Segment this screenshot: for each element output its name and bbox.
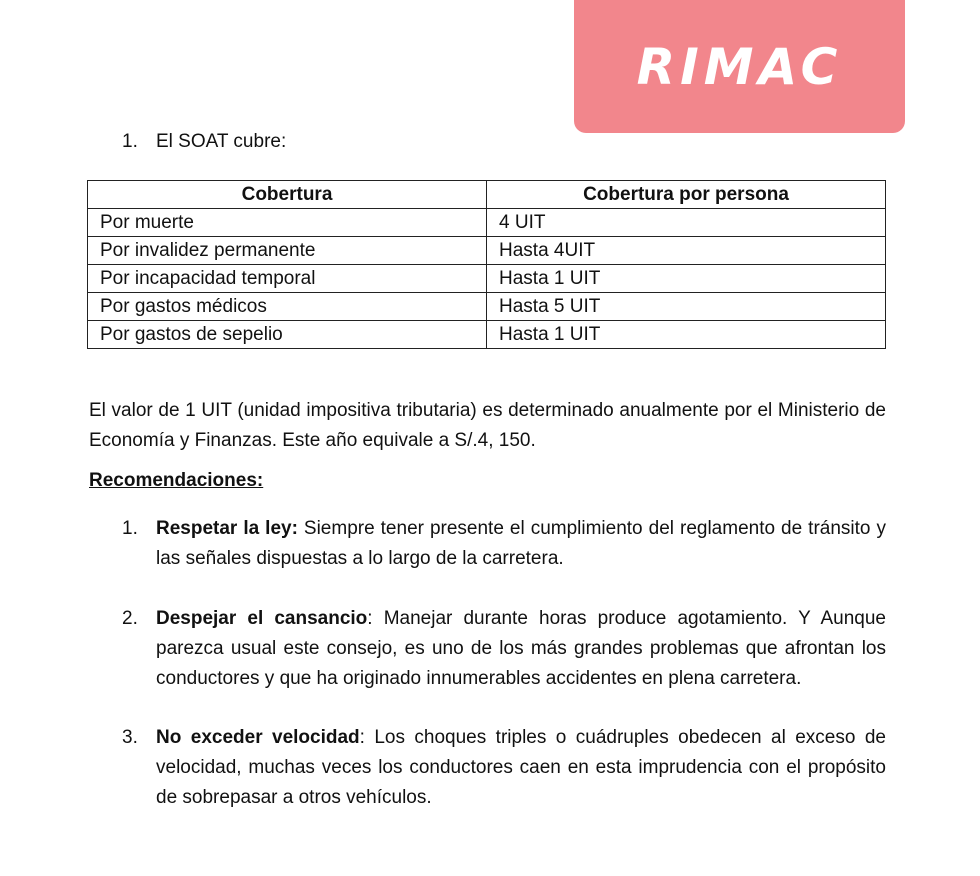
coverage-amount-cell: Hasta 1 UIT (487, 321, 886, 349)
uit-paragraph: El valor de 1 UIT (unidad impositiva tributaria) es determinado anualmente por el Ministerio de Economía y Finanzas. Este año equivale a S/.4, 150. (89, 400, 886, 451)
column-header: Cobertura (88, 181, 487, 209)
coverage-type-cell: Por incapacidad temporal (88, 265, 487, 293)
recommendation-text: Siempre tener presente el cumplimiento del reglamento de tránsito y las señales dispuestas a lo largo de la carretera. (156, 518, 886, 569)
recommendation-item (122, 723, 886, 813)
table-row (88, 265, 886, 293)
section-title: El SOAT cubre: (156, 131, 287, 152)
logo-text: RIMAC (636, 37, 843, 96)
list-number: 2. (122, 608, 138, 629)
list-number: 3. (122, 727, 138, 748)
recommendations-title: Recomendaciones: (89, 470, 264, 491)
list-number: 1. (122, 518, 138, 539)
coverage-amount-cell: Hasta 4UIT (487, 237, 886, 265)
coverage-amount-cell: 4 UIT (487, 209, 886, 237)
recommendation-item (122, 604, 886, 694)
recommendation-heading: No exceder velocidad (156, 727, 360, 748)
recommendation-heading: Despejar el cansancio (156, 608, 368, 629)
recommendation-text: : Los choques triples o cuádruples obedecen al exceso de velocidad, muchas veces los conductores caen en esta imprudencia con el propósito de sobrepasar a otros vehículos. (156, 727, 886, 808)
coverage-amount-cell: Hasta 5 UIT (487, 293, 886, 321)
coverage-type-cell: Por gastos de sepelio (88, 321, 487, 349)
coverage-amount-cell: Hasta 1 UIT (487, 265, 886, 293)
table-row (88, 237, 886, 265)
list-number: 1. (122, 131, 138, 152)
recommendation-heading: Respetar la ley: (156, 518, 298, 539)
rimac-logo (574, 0, 905, 133)
column-header: Cobertura por persona (487, 181, 886, 209)
table-row (88, 293, 886, 321)
coverage-type-cell: Por invalidez permanente (88, 237, 487, 265)
section-heading (122, 131, 286, 153)
table-row (88, 209, 886, 237)
coverage-type-cell: Por gastos médicos (88, 293, 487, 321)
coverage-table (87, 180, 886, 349)
coverage-type-cell: Por muerte (88, 209, 487, 237)
recommendation-text: : Manejar durante horas produce agotamiento. Y Aunque parezca usual este consejo, es uno de los más grandes problemas que afrontan los conductores y que ha originado innumerables accidentes en plena carretera. (156, 608, 886, 689)
recommendation-item (122, 514, 886, 574)
table-header-row (88, 181, 886, 209)
table-row (88, 321, 886, 349)
